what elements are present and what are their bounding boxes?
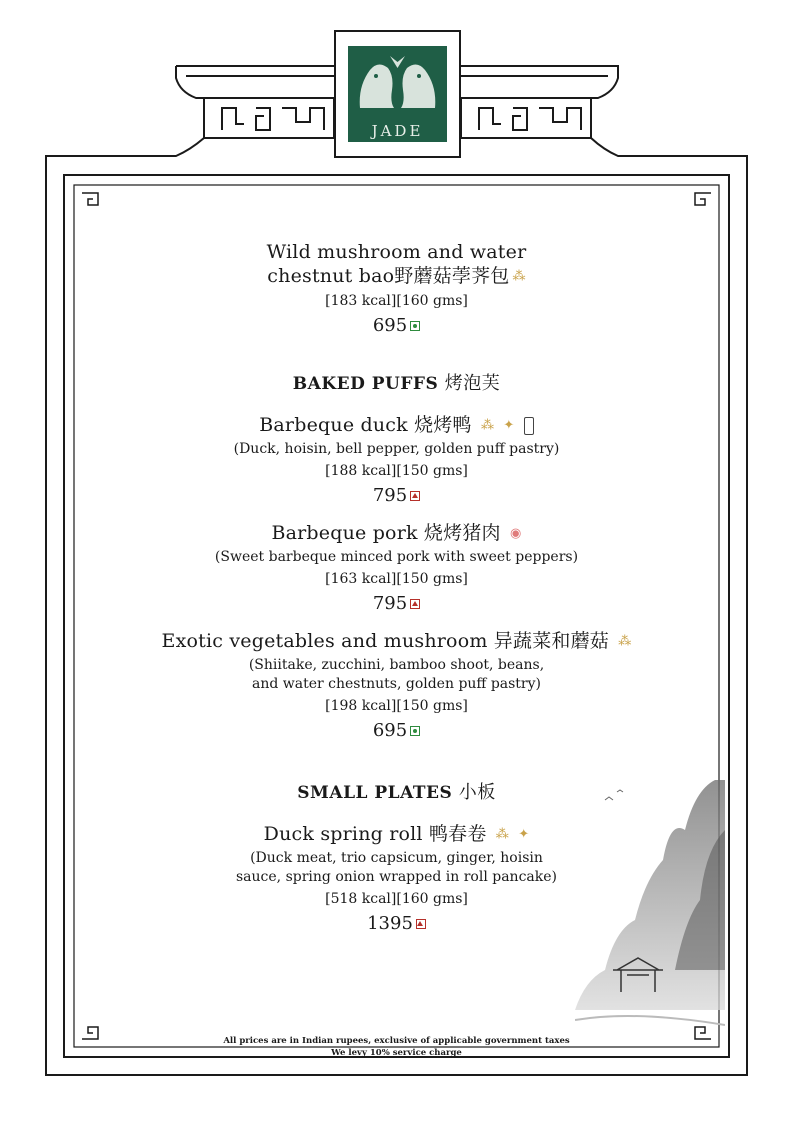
item-name: Duck spring roll 鸭春卷 — [263, 823, 487, 845]
logo-wordmark: JADE — [371, 122, 424, 140]
poultry-icon: ✦ — [518, 827, 530, 842]
item-nutrition: [518 kcal][160 gms] — [325, 891, 468, 907]
section-title-en: SMALL PLATES — [297, 783, 453, 803]
pork-icon: ◉ — [510, 526, 522, 541]
item-name: Barbeque pork 烧烤猪肉 — [271, 522, 501, 544]
poultry-icon: ✦ — [503, 418, 515, 433]
item-description-line2: and water chestnuts, golden puff pastry) — [252, 676, 541, 692]
item-price: 795 — [372, 593, 408, 614]
menu-item-wild-mushroom-bao — [100, 240, 693, 337]
menu-item-barbeque-duck — [100, 413, 693, 507]
non-veg-icon — [416, 919, 426, 929]
item-description-line1: (Shiitake, zucchini, bamboo shoot, beans, — [248, 657, 545, 673]
item-description: (Sweet barbeque minced pork with sweet peppers) — [214, 549, 579, 565]
veg-icon — [410, 726, 420, 736]
gluten-icon: ⁂ — [512, 269, 526, 284]
dairy-icon — [524, 417, 534, 435]
item-nutrition: [183 kcal][160 gms] — [325, 293, 468, 309]
non-veg-icon — [410, 491, 420, 501]
lion-emblem-icon — [348, 46, 447, 116]
item-name-line1: Wild mushroom and water — [266, 241, 527, 263]
menu-content — [100, 240, 693, 935]
item-description-line1: (Duck meat, trio capsicum, ginger, hoisin — [250, 850, 543, 866]
gluten-icon: ⁂ — [480, 418, 495, 433]
item-name: Barbeque duck 烧烤鸭 — [259, 414, 472, 436]
veg-icon — [410, 321, 420, 331]
non-veg-icon — [410, 599, 420, 609]
section-title-en: BAKED PUFFS — [292, 374, 439, 394]
menu-item-duck-spring-roll — [100, 822, 693, 935]
item-nutrition: [188 kcal][150 gms] — [325, 463, 468, 479]
footer-service-charge: We levy 10% service charge — [331, 1048, 462, 1058]
section-title-zh: 小板 — [458, 782, 496, 803]
item-price: 695 — [372, 315, 408, 336]
jade-logo — [334, 30, 461, 158]
item-description-line2: sauce, spring onion wrapped in roll pancake) — [236, 869, 557, 885]
gluten-icon: ⁂ — [618, 634, 632, 649]
item-nutrition: [198 kcal][150 gms] — [325, 698, 468, 714]
item-price: 695 — [372, 720, 408, 741]
item-nutrition: [163 kcal][150 gms] — [325, 571, 468, 587]
section-title-zh: 烤泡芙 — [444, 373, 501, 394]
gluten-icon: ⁂ — [495, 827, 509, 842]
footer-taxes: All prices are in Indian rupees, exclusive of applicable government taxes — [223, 1036, 570, 1046]
section-title-baked-puffs — [100, 373, 693, 395]
menu-item-barbeque-pork — [100, 521, 693, 615]
item-name: Exotic vegetables and mushroom 异蔬菜和蘑菇 — [161, 630, 609, 652]
item-name-line2: chestnut bao野蘑菇荸荠包 — [267, 265, 510, 287]
footer-note — [100, 1035, 693, 1059]
item-price: 795 — [372, 485, 408, 506]
item-price: 1395 — [367, 913, 413, 934]
menu-item-exotic-vegetables — [100, 629, 693, 742]
item-description: (Duck, hoisin, bell pepper, golden puff pastry) — [233, 441, 560, 457]
section-title-small-plates — [100, 782, 693, 804]
logo-emblem — [348, 46, 447, 142]
